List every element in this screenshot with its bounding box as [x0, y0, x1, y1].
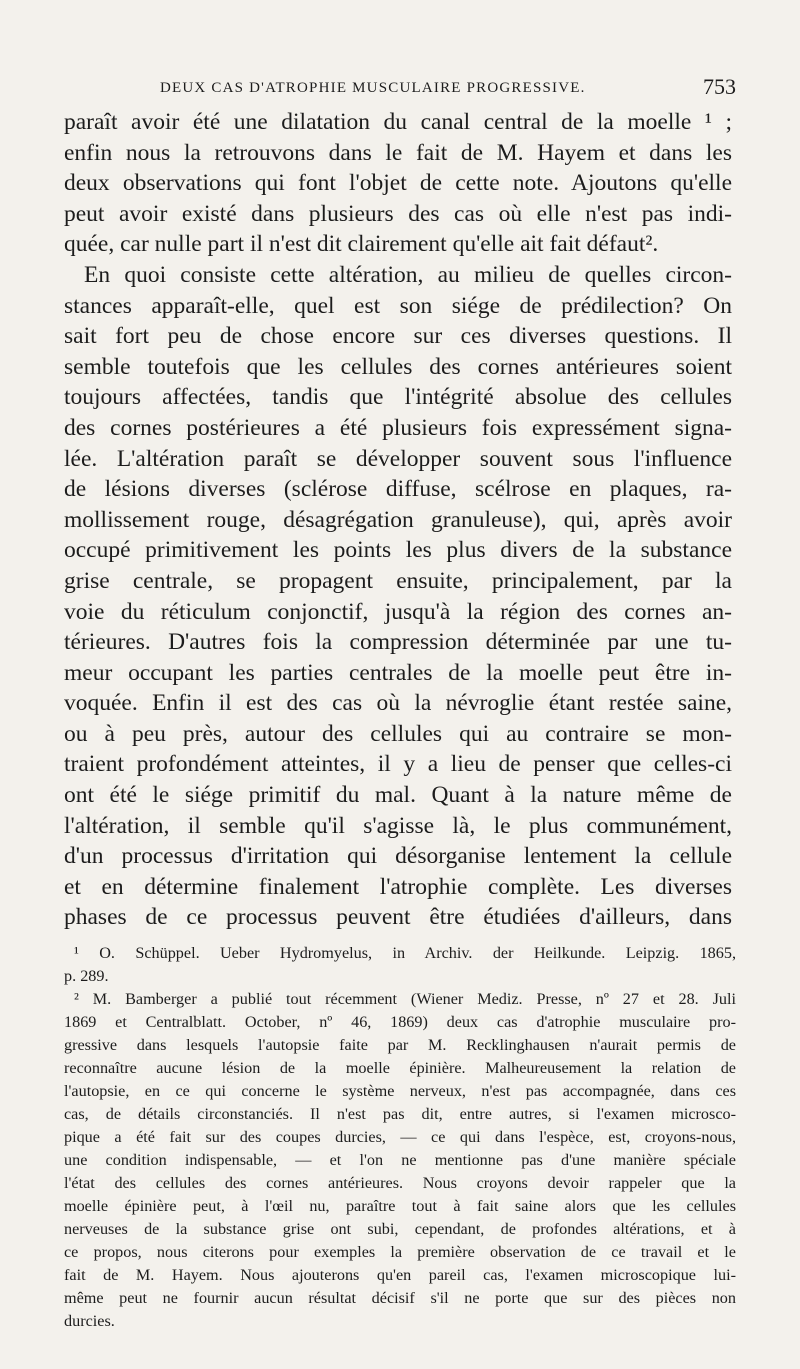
body-line: meur occupant les parties centrales de la moelle peut être in-	[64, 659, 732, 686]
footnote-line: une condition indispensable, — et l'on ne mentionne pas d'une manière spéciale	[64, 1151, 736, 1169]
footnote-line: ¹ O. Schüppel. Ueber Hydromyelus, in Archiv. der Heilkunde. Leipzig. 1865,	[74, 944, 736, 962]
footnote-line: 1869 et Centralblatt. October, nº 46, 1869) deux cas d'atrophie musculaire pro-	[64, 1013, 736, 1031]
body-line: toujours affectées, tandis que l'intégrité absolue des cellules	[64, 384, 732, 411]
body-line: voquée. Enfin il est des cas où la névroglie étant restée saine,	[64, 690, 732, 717]
footnote-line: p. 289.	[64, 967, 109, 985]
body-line: mollissement rouge, désagrégation granuleuse), qui, après avoir	[64, 506, 732, 533]
footnote-line: ce propos, nous citerons pour exemples la première observation de ce travail et le	[64, 1243, 736, 1261]
footnote-line: reconnaître aucune lésion de la moelle épinière. Malheureusement la relation de	[64, 1059, 736, 1077]
footnote-line: l'état des cellules des cornes antérieures. Nous croyons devoir rappeler que la	[64, 1174, 736, 1192]
body-line: En quoi consiste cette altération, au milieu de quelles circon-	[84, 261, 732, 288]
body-line: lée. L'altération paraît se développer souvent sous l'influence	[64, 445, 732, 472]
page-header	[0, 74, 800, 102]
body-line: et en détermine finalement l'atrophie complète. Les diverses	[64, 873, 732, 900]
footnote-line: pique a été fait sur des coupes durcies, — ce qui dans l'espèce, est, croyons-nous,	[64, 1128, 736, 1146]
footnote-line: nerveuses de la substance grise ont subi, cependant, de profondes altérations, et à	[64, 1220, 736, 1238]
footnote-line: l'autopsie, en ce qui concerne le système nerveux, n'est pas accompagnée, dans ces	[64, 1082, 736, 1100]
footnote-line: moelle épinière peut, à l'œil nu, paraître tout à fait saine alors que les cellules	[64, 1197, 736, 1215]
body-line: de lésions diverses (sclérose diffuse, scélrose en plaques, ra-	[64, 476, 732, 503]
body-line: sait fort peu de chose encore sur ces diverses questions. Il	[64, 323, 732, 350]
footnotes	[64, 942, 736, 1333]
footnote-line: ² M. Bamberger a publié tout récemment (Wiener Mediz. Presse, nº 27 et 28. Juli	[74, 990, 736, 1008]
body-line: l'altération, il semble qu'il s'agisse là, le plus communément,	[64, 812, 732, 839]
footnote-line: fait de M. Hayem. Nous ajouterons qu'en pareil cas, l'examen microscopique lui-	[64, 1266, 736, 1284]
body-line: traient profondément atteintes, il y a lieu de penser que celles-ci	[64, 751, 732, 778]
body-line: stances apparaît-elle, quel est son siége de prédilection? On	[64, 292, 732, 319]
footnote-line: cas, de détails circonstanciés. Il n'est pas dit, entre autres, si l'examen microsco-	[64, 1105, 736, 1123]
body-line: semble toutefois que les cellules des cornes antérieures soient	[64, 353, 732, 380]
body-line: térieures. D'autres fois la compression déterminée par une tu-	[64, 629, 732, 656]
body-line: phases de ce processus peuvent être étudiées d'ailleurs, dans	[64, 904, 732, 931]
body-line: des cornes postérieures a été plusieurs fois expressément signa-	[64, 414, 732, 441]
footnote-line: durcies.	[64, 1312, 115, 1330]
body-line: grise centrale, se propagent ensuite, principalement, par la	[64, 567, 732, 594]
body-text	[64, 107, 732, 933]
body-line: occupé primitivement les points les plus divers de la substance	[64, 537, 732, 564]
body-line: d'un processus d'irritation qui désorganise lentement la cellule	[64, 843, 732, 870]
page-number: 753	[703, 74, 736, 99]
body-line: quée, car nulle part il n'est dit clairement qu'elle ait fait défaut².	[64, 231, 659, 258]
body-line: paraît avoir été une dilatation du canal central de la moelle ¹ ;	[64, 109, 732, 135]
body-line: peut avoir existé dans plusieurs des cas où elle n'est pas indi-	[64, 200, 732, 227]
footnote-line: gressive dans lesquels l'autopsie faite par M. Recklinghausen n'aurait permis de	[64, 1036, 736, 1054]
running-title: DEUX CAS D'ATROPHIE MUSCULAIRE PROGRESSIVE.	[160, 80, 586, 96]
body-line: ont été le siége primitif du mal. Quant à la nature même de	[64, 782, 732, 809]
footnote-line: même peut ne fournir aucun résultat décisif s'il ne porte que sur des pièces non	[64, 1289, 736, 1307]
body-line: deux observations qui font l'objet de cette note. Ajoutons qu'elle	[64, 170, 732, 197]
body-line: ou à peu près, autour des cellules qui au contraire se mon-	[64, 720, 732, 747]
body-line: voie du réticulum conjonctif, jusqu'à la région des cornes an-	[64, 598, 732, 625]
body-line: enfin nous la retrouvons dans le fait de M. Hayem et dans les	[64, 139, 732, 166]
